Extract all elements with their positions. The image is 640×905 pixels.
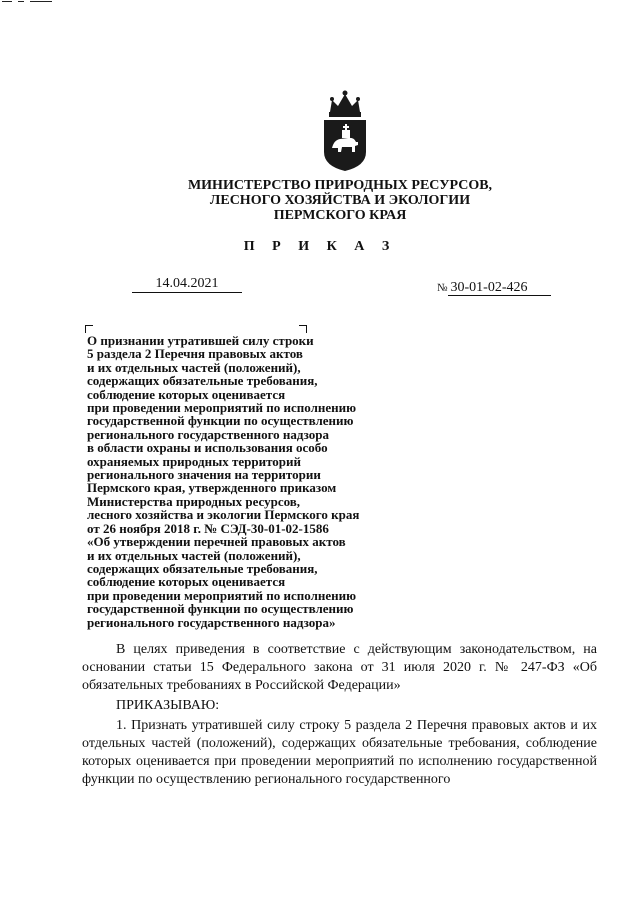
subject-line: и их отдельных частей (положений), xyxy=(87,547,301,563)
subject-bracket-right xyxy=(299,325,307,333)
subject-line: лесного хозяйства и экологии Пермского края xyxy=(87,507,360,523)
order-subject xyxy=(87,334,417,629)
subject-line: при проведении мероприятий по исполнению xyxy=(87,400,357,416)
preamble-paragraph: В целях приведения в соответствие с действующим законодательством, на основании статьи 15 Федерального закона от 31 июля 2020 г. № 247-ФЗ «Об обязательных требованиях в Российской Федерации» xyxy=(82,642,597,693)
subject-line: в области охраны и использования особо xyxy=(87,440,328,456)
order-directive: ПРИКАЗЫВАЮ: xyxy=(116,698,220,713)
subject-line: содержащих обязательные требования, xyxy=(87,373,318,389)
document-type: П Р И К А З xyxy=(243,239,397,254)
coat-of-arms-icon xyxy=(318,90,372,172)
subject-bracket-left xyxy=(85,325,93,333)
subject-line: регионального государственного надзора» xyxy=(87,614,336,630)
subject-line: «Об утверждении перечней правовых актов xyxy=(87,534,346,550)
order-item-1: 1. Признать утратившей силу строку 5 раздела 2 Перечня правовых актов и их отдельных частей (положений), содержащих обязательные требования, соблюдение которых оценивается при проведении мероприятий по исполнению государственной функции по осуществлению регионального государственного xyxy=(82,718,597,787)
subject-line: содержащих обязательные требования, xyxy=(87,560,318,576)
subject-line: соблюдение которых оценивается xyxy=(87,386,286,402)
number-sign: № xyxy=(437,282,448,294)
order-body xyxy=(82,641,597,789)
ministry-line: МИНИСТЕРСТВО ПРИРОДНЫХ РЕСУРСОВ, xyxy=(187,178,493,193)
order-number xyxy=(437,278,559,296)
scan-top-marks xyxy=(0,0,60,4)
subject-line: 5 раздела 2 Перечня правовых актов xyxy=(87,346,303,362)
subject-line: при проведении мероприятий по исполнению xyxy=(87,587,357,603)
order-date-value: 14.04.2021 xyxy=(155,276,219,291)
subject-line: государственной функции по осуществлению xyxy=(87,413,354,429)
subject-line: регионального значения на территории xyxy=(87,467,321,483)
order-date xyxy=(132,277,242,293)
subject-line: охраняемых природных территорий xyxy=(87,453,302,469)
subject-line: от 26 ноября 2018 г. № СЭД-30-01-02-1586 xyxy=(87,520,329,536)
subject-line: Пермского края, утвержденного приказом xyxy=(87,480,337,496)
subject-line: и их отдельных частей (положений), xyxy=(87,359,301,375)
order-number-value: 30-01-02-426 xyxy=(448,281,551,296)
subject-line: соблюдение которых оценивается xyxy=(87,574,286,590)
subject-line: О признании утратившей силу строки xyxy=(87,333,314,348)
subject-line: регионального государственного надзора xyxy=(87,426,330,442)
ministry-line: ПЕРМСКОГО КРАЯ xyxy=(273,208,407,223)
ministry-name xyxy=(140,178,540,223)
subject-line: государственной функции по осуществлению xyxy=(87,601,354,617)
ministry-line: ЛЕСНОГО ХОЗЯЙСТВА И ЭКОЛОГИИ xyxy=(209,193,471,208)
subject-line: Министерства природных ресурсов, xyxy=(87,493,301,509)
